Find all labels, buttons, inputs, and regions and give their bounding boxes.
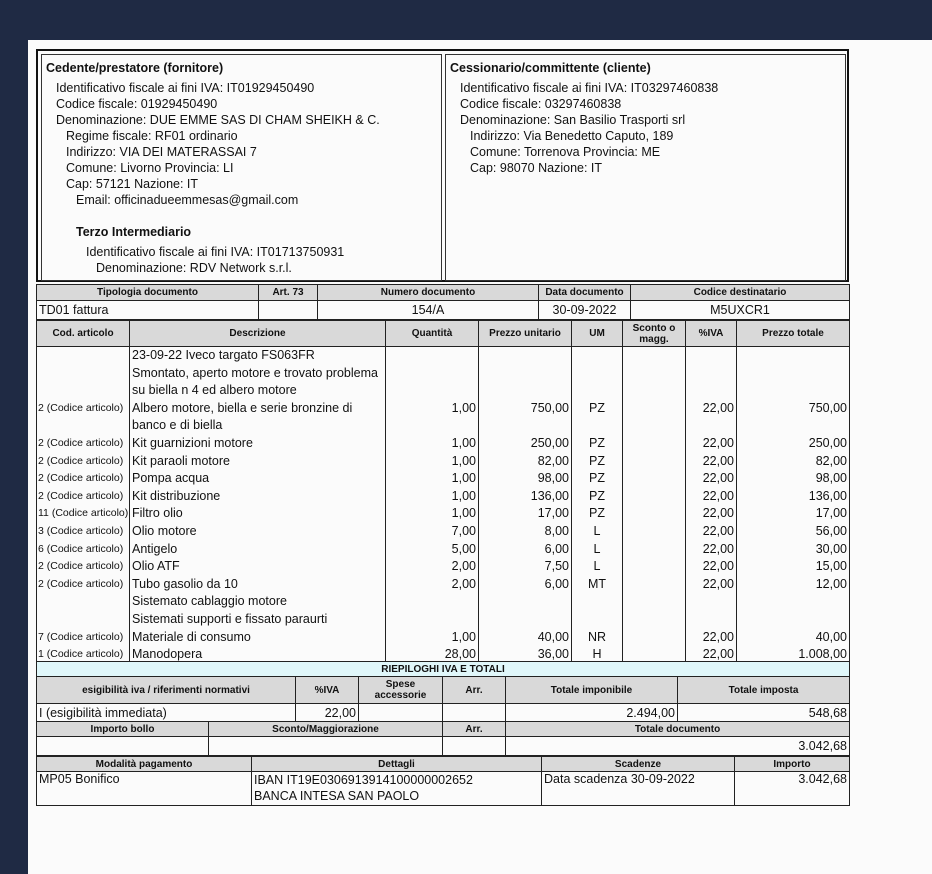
cedente-codice-fiscale: Codice fiscale: 01929450490: [56, 97, 218, 111]
line-iva: [686, 365, 737, 400]
line-desc: Manodopera: [130, 646, 386, 664]
table-row: [37, 488, 850, 506]
line-um: NR: [572, 629, 623, 647]
cessionario-box: [445, 54, 846, 281]
line-sconto: [623, 576, 686, 594]
line-qty: [386, 611, 479, 629]
riepilogo-title: RIEPILOGHI IVA E TOTALI: [37, 662, 850, 677]
table-row: [37, 400, 850, 435]
table-row: [37, 505, 850, 523]
h-dettagli: Dettagli: [252, 757, 542, 772]
line-price: 82,00: [479, 453, 572, 471]
h-totale-imponibile: Totale imponibile: [506, 677, 678, 704]
line-price: [479, 611, 572, 629]
cessionario-denominazione: Denominazione: San Basilio Trasporti srl: [460, 113, 686, 127]
line-qty: 1,00: [386, 470, 479, 488]
line-price: [479, 593, 572, 611]
line-iva: 22,00: [686, 400, 737, 435]
line-qty: 1,00: [386, 435, 479, 453]
line-total: [737, 365, 850, 400]
cedente-regime: Regime fiscale: RF01 ordinario: [66, 129, 238, 143]
cessionario-cap: Cap: 98070 Nazione: IT: [470, 161, 603, 175]
line-um: [572, 347, 623, 365]
line-um: PZ: [572, 400, 623, 435]
line-sconto: [623, 470, 686, 488]
line-qty: 7,00: [386, 523, 479, 541]
table-row: [37, 629, 850, 647]
line-qty: 5,00: [386, 541, 479, 559]
h-iva: %IVA: [686, 321, 737, 347]
line-price: 136,00: [479, 488, 572, 506]
line-sconto: [623, 453, 686, 471]
line-um: L: [572, 523, 623, 541]
terzo-title: Terzo Intermediario: [76, 225, 192, 239]
line-desc: Materiale di consumo: [130, 629, 386, 647]
arr2-value: [443, 737, 506, 756]
h-cod-articolo: Cod. articolo: [37, 321, 130, 347]
importo-value: 3.042,68: [735, 772, 850, 806]
esigibilita-value: I (esigibilità immediata): [37, 704, 296, 722]
line-qty: 1,00: [386, 453, 479, 471]
line-qty: 2,00: [386, 558, 479, 576]
table-row: [37, 435, 850, 453]
line-iva: [686, 347, 737, 365]
line-iva: 22,00: [686, 523, 737, 541]
line-cod: 6 (Codice articolo): [37, 541, 130, 559]
line-desc: Olio motore: [130, 523, 386, 541]
line-um: PZ: [572, 488, 623, 506]
dettagli-cell: [252, 772, 542, 806]
line-desc: Kit distribuzione: [130, 488, 386, 506]
line-sconto: [623, 365, 686, 400]
line-price: 6,00: [479, 576, 572, 594]
h-modalita-pagamento: Modalità pagamento: [37, 757, 252, 772]
line-iva: 22,00: [686, 629, 737, 647]
cedente-email: Email: officinadueemmesas@gmail.com: [76, 193, 299, 207]
h-importo: Importo: [735, 757, 850, 772]
h-riep-arr: Arr.: [443, 677, 506, 704]
line-price: 6,00: [479, 541, 572, 559]
cedente-box: [41, 54, 442, 281]
line-price: 36,00: [479, 646, 572, 664]
line-total: 15,00: [737, 558, 850, 576]
scadenza-value: Data scadenza 30-09-2022: [542, 772, 735, 806]
line-qty: [386, 365, 479, 400]
h-totale-documento: Totale documento: [506, 722, 850, 737]
h-data: Data documento: [539, 285, 631, 301]
modalita-value: MP05 Bonifico: [37, 772, 252, 806]
line-total: 56,00: [737, 523, 850, 541]
line-price: 750,00: [479, 400, 572, 435]
parties-frame: [36, 49, 849, 282]
h-um: UM: [572, 321, 623, 347]
line-price: 17,00: [479, 505, 572, 523]
cedente-cap: Cap: 57121 Nazione: IT: [66, 177, 199, 191]
line-cod: 2 (Codice articolo): [37, 558, 130, 576]
pagamento-table: [36, 756, 850, 806]
line-um: [572, 611, 623, 629]
line-cod: 2 (Codice articolo): [37, 435, 130, 453]
h-quantita: Quantità: [386, 321, 479, 347]
table-row: [37, 611, 850, 629]
line-desc: Olio ATF: [130, 558, 386, 576]
line-iva: 22,00: [686, 646, 737, 664]
cessionario-id-iva: Identificativo fiscale ai fini IVA: IT03297460838: [460, 81, 719, 95]
h-sconto: Sconto o magg.: [623, 321, 686, 347]
line-um: PZ: [572, 470, 623, 488]
h-art73: Art. 73: [259, 285, 318, 301]
h-prezzo-unitario: Prezzo unitario: [479, 321, 572, 347]
line-desc: Antigelo: [130, 541, 386, 559]
bollo-value: [37, 737, 209, 756]
line-sconto: [623, 347, 686, 365]
line-total: 82,00: [737, 453, 850, 471]
cessionario-comune: Comune: Torrenova Provincia: ME: [470, 145, 661, 159]
line-qty: [386, 593, 479, 611]
tipologia-value: TD01 fattura: [37, 301, 259, 320]
art73-value: [259, 301, 318, 320]
line-um: PZ: [572, 435, 623, 453]
spese-value: [359, 704, 443, 722]
h-tipologia: Tipologia documento: [37, 285, 259, 301]
line-total: [737, 593, 850, 611]
cessionario-codice-fiscale: Codice fiscale: 03297460838: [460, 97, 622, 111]
line-um: L: [572, 541, 623, 559]
line-um: H: [572, 646, 623, 664]
line-sconto: [623, 629, 686, 647]
table-row: [37, 453, 850, 471]
line-qty: 1,00: [386, 400, 479, 435]
line-iva: 22,00: [686, 541, 737, 559]
line-desc: Kit guarnizioni motore: [130, 435, 386, 453]
h-esigibilita: esigibilità iva / riferimenti normativi: [37, 677, 296, 704]
line-total: 17,00: [737, 505, 850, 523]
line-price: [479, 365, 572, 400]
table-row: [37, 470, 850, 488]
h-importo-bollo: Importo bollo: [37, 722, 209, 737]
riep-iva-value: 22,00: [296, 704, 359, 722]
line-iva: 22,00: [686, 453, 737, 471]
table-row: [37, 523, 850, 541]
line-cod: 2 (Codice articolo): [37, 488, 130, 506]
line-um: PZ: [572, 453, 623, 471]
line-items-table: [36, 320, 850, 665]
h-riep-iva: %IVA: [296, 677, 359, 704]
line-price: 250,00: [479, 435, 572, 453]
cessionario-title: Cessionario/committente (cliente): [450, 61, 651, 75]
cedente-denominazione: Denominazione: DUE EMME SAS DI CHAM SHEIKH & C.: [56, 113, 380, 127]
line-um: L: [572, 558, 623, 576]
line-sconto: [623, 558, 686, 576]
line-desc: Albero motore, biella e serie bronzine di banco e di biella: [130, 400, 386, 435]
line-um: MT: [572, 576, 623, 594]
line-iva: [686, 593, 737, 611]
cessionario-indirizzo: Indirizzo: Via Benedetto Caputo, 189: [470, 129, 674, 143]
line-price: 8,00: [479, 523, 572, 541]
table-row: [37, 365, 850, 400]
cedente-id-iva: Identificativo fiscale ai fini IVA: IT01929450490: [56, 81, 315, 95]
codice-destinatario-value: M5UXCR1: [631, 301, 850, 320]
terzo-id-iva: Identificativo fiscale ai fini IVA: IT01713750931: [86, 245, 345, 259]
line-sconto: [623, 505, 686, 523]
h-prezzo-totale: Prezzo totale: [737, 321, 850, 347]
line-sconto: [623, 488, 686, 506]
line-cod: 2 (Codice articolo): [37, 576, 130, 594]
line-cod: [37, 365, 130, 400]
line-total: 136,00: [737, 488, 850, 506]
line-desc: Tubo gasolio da 10: [130, 576, 386, 594]
cedente-title: Cedente/prestatore (fornitore): [46, 61, 224, 75]
line-um: PZ: [572, 505, 623, 523]
line-desc: Smontato, aperto motore e trovato problema su biella n 4 ed albero motore: [130, 365, 386, 400]
line-sconto: [623, 400, 686, 435]
line-desc: Pompa acqua: [130, 470, 386, 488]
banca-value: BANCA INTESA SAN PAOLO: [254, 789, 420, 803]
line-total: 40,00: [737, 629, 850, 647]
document-info-table: [36, 284, 850, 320]
line-qty: 28,00: [386, 646, 479, 664]
line-total: [737, 611, 850, 629]
line-iva: 22,00: [686, 488, 737, 506]
line-total: 1.008,00: [737, 646, 850, 664]
line-um: [572, 365, 623, 400]
line-desc: Sistemati supporti e fissato paraurti: [130, 611, 386, 629]
table-row: [37, 347, 850, 365]
riep-arr-value: [443, 704, 506, 722]
invoice-page: [28, 40, 932, 874]
line-sconto: [623, 435, 686, 453]
line-sconto: [623, 541, 686, 559]
line-qty: 2,00: [386, 576, 479, 594]
line-sconto: [623, 523, 686, 541]
terzo-denominazione: Denominazione: RDV Network s.r.l.: [96, 261, 292, 275]
h-arr2: Arr.: [443, 722, 506, 737]
line-qty: 1,00: [386, 629, 479, 647]
line-price: 7,50: [479, 558, 572, 576]
line-desc: Filtro olio: [130, 505, 386, 523]
line-total: 30,00: [737, 541, 850, 559]
line-iva: 22,00: [686, 505, 737, 523]
line-iva: 22,00: [686, 558, 737, 576]
h-numero: Numero documento: [318, 285, 539, 301]
table-row: [37, 541, 850, 559]
table-row: [37, 593, 850, 611]
table-row: [37, 558, 850, 576]
line-cod: [37, 611, 130, 629]
line-desc: Kit paraoli motore: [130, 453, 386, 471]
line-cod: 1 (Codice articolo): [37, 646, 130, 664]
riepilogo-table: [36, 661, 850, 756]
line-sconto: [623, 611, 686, 629]
h-sconto-maggiorazione: Sconto/Maggiorazione: [209, 722, 443, 737]
line-total: 250,00: [737, 435, 850, 453]
cedente-comune: Comune: Livorno Provincia: LI: [66, 161, 234, 175]
h-scadenze: Scadenze: [542, 757, 735, 772]
line-total: [737, 347, 850, 365]
totale-imponibile-value: 2.494,00: [506, 704, 678, 722]
sconto-value: [209, 737, 443, 756]
totale-documento-value: 3.042,68: [506, 737, 850, 756]
line-cod: 7 (Codice articolo): [37, 629, 130, 647]
line-iva: 22,00: [686, 470, 737, 488]
line-cod: 2 (Codice articolo): [37, 470, 130, 488]
line-iva: 22,00: [686, 576, 737, 594]
line-um: [572, 593, 623, 611]
h-spese-accessorie: Spese accessorie: [359, 677, 443, 704]
line-desc: 23-09-22 Iveco targato FS063FR: [130, 347, 386, 365]
data-value: 30-09-2022: [539, 301, 631, 320]
totale-imposta-value: 548,68: [678, 704, 850, 722]
iban-value: IBAN IT19E0306913914100000002652: [254, 773, 473, 787]
line-iva: [686, 611, 737, 629]
line-qty: [386, 347, 479, 365]
line-total: 750,00: [737, 400, 850, 435]
line-total: 98,00: [737, 470, 850, 488]
line-desc: Sistemato cablaggio motore: [130, 593, 386, 611]
line-iva: 22,00: [686, 435, 737, 453]
line-sconto: [623, 593, 686, 611]
line-total: 12,00: [737, 576, 850, 594]
h-descrizione: Descrizione: [130, 321, 386, 347]
line-cod: [37, 593, 130, 611]
numero-value: 154/A: [318, 301, 539, 320]
line-items-body: [37, 347, 850, 665]
h-totale-imposta: Totale imposta: [678, 677, 850, 704]
line-price: 98,00: [479, 470, 572, 488]
line-qty: 1,00: [386, 505, 479, 523]
line-price: 40,00: [479, 629, 572, 647]
line-cod: 11 (Codice articolo): [37, 505, 130, 523]
line-cod: 2 (Codice articolo): [37, 453, 130, 471]
line-cod: 3 (Codice articolo): [37, 523, 130, 541]
line-qty: 1,00: [386, 488, 479, 506]
h-codice-destinatario: Codice destinatario: [631, 285, 850, 301]
table-row: [37, 576, 850, 594]
line-price: [479, 347, 572, 365]
line-cod: [37, 347, 130, 365]
line-cod: 2 (Codice articolo): [37, 400, 130, 435]
cedente-indirizzo: Indirizzo: VIA DEI MATERASSAI 7: [66, 145, 257, 159]
